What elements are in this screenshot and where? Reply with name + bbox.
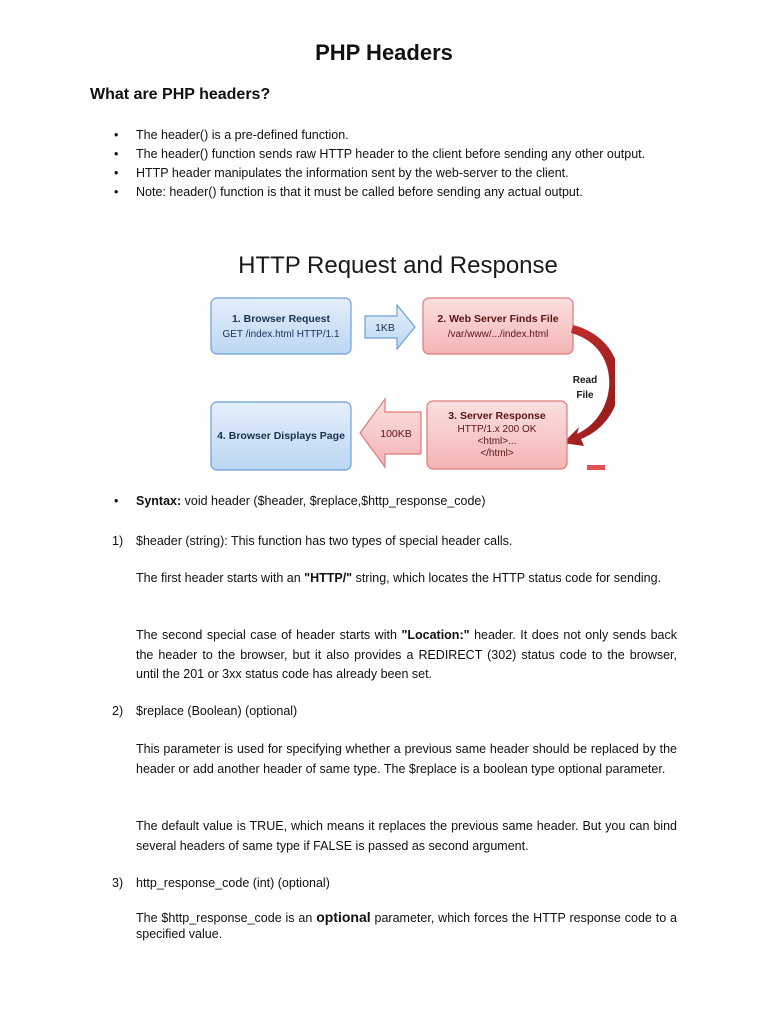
item-paragraph: The default value is TRUE, which means it replaces the previous same header. But you can bind several headers of same type if FALSE is passed as second argument. xyxy=(136,819,677,853)
bullet-item: • The header() is a pre-defined function. xyxy=(136,126,677,145)
paragraph-text: header. It does not only sends back the header to the browser, but it also provides a REDIRECT (302) status code to the browser, until the 201 or 3xx status code has already been set. xyxy=(136,628,677,681)
intro-bullet-list xyxy=(136,126,677,202)
paragraph-text: parameter, which forces the HTTP response code to a specified value. xyxy=(136,911,677,941)
browser-request-text: GET /index.html HTTP/1.1 xyxy=(222,329,340,340)
paragraph-bold: "HTTP/" xyxy=(304,571,353,585)
syntax-text: void header ($header, $replace,$http_response_code) xyxy=(181,494,486,508)
server-response-line3: </html> xyxy=(480,448,514,459)
item-paragraph xyxy=(136,626,677,685)
paragraph-text: The $http_response_code is an xyxy=(136,911,317,925)
item-heading: http_response_code (int) (optional) xyxy=(136,876,330,890)
response-arrow xyxy=(360,399,421,467)
read-file-label-line1: Read xyxy=(572,375,598,386)
bullet-item: • The header() function sends raw HTTP header to the client before sending any other output. xyxy=(136,145,677,164)
web-server-box xyxy=(423,298,573,354)
web-server-title: 2. Web Server Finds File xyxy=(437,313,559,325)
browser-displays-title: 4. Browser Displays Page xyxy=(217,430,345,442)
paragraph-text: The second special case of header starts with xyxy=(136,628,402,642)
bullet-item: • HTTP header manipulates the information sent by the web-server to the client. xyxy=(136,164,677,183)
paragraph-text: The first header starts with an xyxy=(136,571,305,585)
item-heading: $header (string): This function has two types of special header calls. xyxy=(136,534,513,548)
item-paragraph xyxy=(136,569,677,589)
item-paragraph xyxy=(136,909,677,942)
section-heading: What are PHP headers? xyxy=(90,86,271,103)
request-arrow xyxy=(365,305,415,349)
web-server-text: /var/www/.../index.html xyxy=(447,329,549,340)
item-number: 3) xyxy=(112,876,124,890)
paragraph-bold: optional xyxy=(316,909,371,925)
item-heading: $replace (Boolean) (optional) xyxy=(136,704,298,718)
page-title: PHP Headers xyxy=(315,40,453,65)
browser-request-title: 1. Browser Request xyxy=(231,313,331,325)
browser-displays-box xyxy=(211,402,351,470)
item-paragraph: This parameter is used for specifying whether a previous same header should be replaced by the header or add another header of same type. The $replace is a boolean type optional parameter. xyxy=(136,742,677,776)
request-size-label: 1KB xyxy=(375,322,395,334)
item-number: 2) xyxy=(112,704,124,718)
response-size-label: 100KB xyxy=(380,428,412,440)
watermark-mark xyxy=(587,465,605,470)
syntax-label: Syntax: xyxy=(136,494,182,508)
server-response-title: 3. Server Response xyxy=(448,410,546,422)
diagram-title: HTTP Request and Response xyxy=(238,252,558,279)
server-response-box xyxy=(427,401,567,469)
item-number: 1) xyxy=(112,534,124,548)
syntax-line xyxy=(136,494,486,508)
browser-request-box xyxy=(211,298,351,354)
paragraph-text: string, which locates the HTTP status code for sending. xyxy=(352,571,662,585)
server-response-line1: HTTP/1.x 200 OK xyxy=(457,424,537,435)
read-file-label-line2: File xyxy=(576,390,594,401)
http-request-response-diagram xyxy=(205,243,615,478)
server-response-line2: <html>... xyxy=(477,436,517,447)
syntax-bullet: • xyxy=(114,494,119,508)
bullet-item: • Note: header() function is that it must be called before sending any actual output. xyxy=(136,183,677,202)
paragraph-bold: "Location:" xyxy=(401,628,470,642)
